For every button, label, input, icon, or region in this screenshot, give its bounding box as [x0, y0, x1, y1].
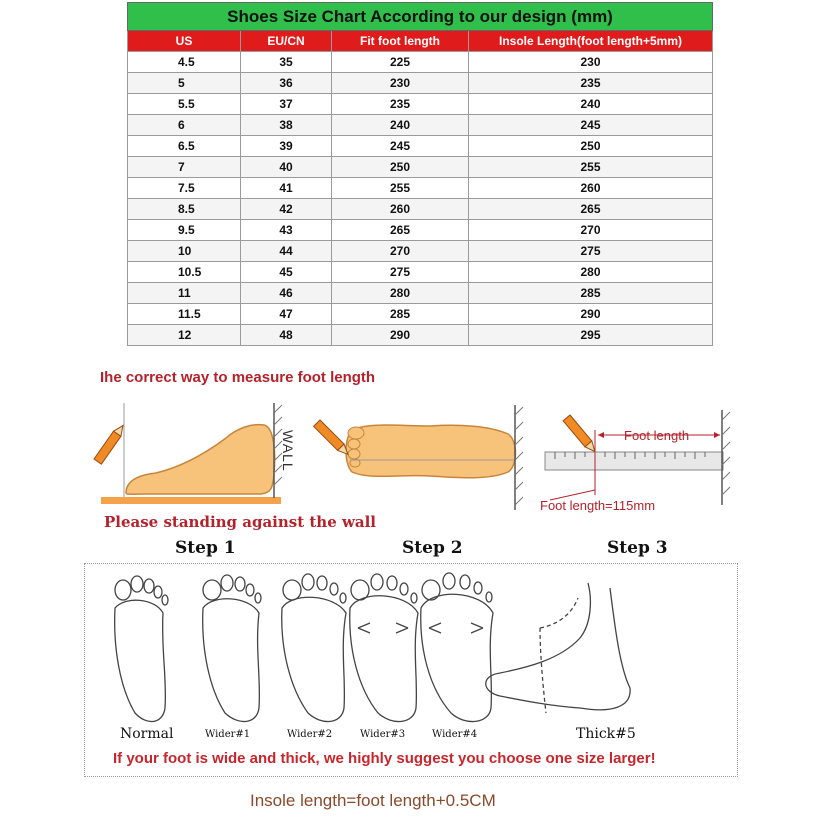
table-cell: 240 [332, 115, 469, 136]
table-cell: 290 [332, 325, 469, 346]
table-cell: 290 [469, 304, 713, 325]
table-cell: 6.5 [128, 136, 241, 157]
table-row [128, 115, 713, 136]
table-row [128, 325, 713, 346]
table-cell: 38 [241, 115, 332, 136]
table-cell: 35 [241, 52, 332, 73]
table-cell: 260 [469, 178, 713, 199]
measure-title: Ihe correct way to measure foot length [100, 369, 376, 386]
table-row [128, 94, 713, 115]
column-header: Insole Length(foot length+5mm) [469, 31, 713, 52]
table-cell: 11 [128, 283, 241, 304]
table-cell: 250 [332, 157, 469, 178]
table-cell: 42 [241, 199, 332, 220]
label-thick-5: Thick#5 [576, 726, 636, 742]
table-cell: 7.5 [128, 178, 241, 199]
side-foot-illustration [86, 393, 306, 513]
step-2-label: Step 2 [402, 538, 463, 558]
wall-hatching-2 [515, 407, 523, 505]
table-row [128, 283, 713, 304]
table-row [128, 136, 713, 157]
pencil-icon-2 [314, 420, 351, 457]
table-cell: 265 [469, 199, 713, 220]
table-cell: 7 [128, 157, 241, 178]
top-foot-shape [346, 425, 516, 478]
table-row [128, 199, 713, 220]
foot-outline-wider-2 [282, 574, 346, 722]
top-foot-illustration [310, 400, 535, 515]
label-wider-3: Wider#3 [360, 729, 406, 740]
table-cell: 235 [469, 73, 713, 94]
wall-caption: Please standing against the wall [104, 513, 377, 531]
ruler [545, 452, 723, 470]
table-cell: 230 [332, 73, 469, 94]
floor-bar [101, 497, 281, 504]
foot-length-value: Foot length=115mm [540, 498, 656, 513]
table-row [128, 157, 713, 178]
foot-types-illustration [95, 568, 735, 728]
pencil-icon-3 [563, 415, 598, 454]
foot-outline-normal [115, 576, 168, 722]
table-row [128, 178, 713, 199]
table-cell: 270 [332, 241, 469, 262]
table-cell: 230 [469, 52, 713, 73]
table-cell: 245 [469, 115, 713, 136]
size-suggestion: If your foot is wide and thick, we highly suggest you choose one size larger! [113, 750, 656, 767]
table-cell: 47 [241, 304, 332, 325]
foot-outline-wider-3 [350, 574, 418, 722]
table-cell: 275 [469, 241, 713, 262]
pencil-icon [94, 423, 127, 464]
table-cell: 44 [241, 241, 332, 262]
table-title: Shoes Size Chart According to our design (mm) [128, 3, 713, 31]
table-row [128, 241, 713, 262]
table-cell: 245 [332, 136, 469, 157]
table-row [128, 262, 713, 283]
table-cell: 265 [332, 220, 469, 241]
table-cell: 12 [128, 325, 241, 346]
table-cell: 48 [241, 325, 332, 346]
table-row [128, 73, 713, 94]
size-chart-table [127, 2, 713, 346]
step-1-label: Step 1 [175, 538, 236, 558]
foot-outline-thick-5 [486, 583, 630, 713]
table-cell: 36 [241, 73, 332, 94]
table-cell: 260 [332, 199, 469, 220]
table-cell: 39 [241, 136, 332, 157]
table-cell: 37 [241, 94, 332, 115]
table-cell: 10 [128, 241, 241, 262]
table-cell: 280 [332, 283, 469, 304]
table-cell: 6 [128, 115, 241, 136]
label-normal: Normal [120, 726, 174, 742]
step-3-label: Step 3 [607, 538, 668, 558]
label-wider-1: Wider#1 [205, 729, 251, 740]
table-cell: 5.5 [128, 94, 241, 115]
table-cell: 45 [241, 262, 332, 283]
table-cell: 255 [332, 178, 469, 199]
table-cell: 250 [469, 136, 713, 157]
label-wider-2: Wider#2 [287, 729, 333, 740]
wall-label: WALL [280, 430, 296, 472]
ruler-illustration [540, 405, 735, 510]
table-row [128, 52, 713, 73]
table-cell: 270 [469, 220, 713, 241]
foot-outline-wider-1 [203, 575, 261, 722]
table-cell: 285 [332, 304, 469, 325]
foot-outline-wider-4 [421, 573, 493, 722]
table-cell: 43 [241, 220, 332, 241]
side-foot-shape [126, 425, 275, 495]
table-cell: 8.5 [128, 199, 241, 220]
table-cell: 275 [332, 262, 469, 283]
table-row [128, 304, 713, 325]
table-cell: 285 [469, 283, 713, 304]
table-row [128, 220, 713, 241]
table-cell: 11.5 [128, 304, 241, 325]
column-header: Fit foot length [332, 31, 469, 52]
table-cell: 255 [469, 157, 713, 178]
table-cell: 280 [469, 262, 713, 283]
table-cell: 235 [332, 94, 469, 115]
table-cell: 41 [241, 178, 332, 199]
table-cell: 4.5 [128, 52, 241, 73]
table-cell: 240 [469, 94, 713, 115]
label-wider-4: Wider#4 [432, 729, 478, 740]
table-cell: 9.5 [128, 220, 241, 241]
column-header: US [128, 31, 241, 52]
foot-length-label: Foot length [624, 428, 690, 443]
table-cell: 225 [332, 52, 469, 73]
insole-formula: Insole length=foot length+0.5CM [250, 791, 496, 810]
table-cell: 295 [469, 325, 713, 346]
table-cell: 10.5 [128, 262, 241, 283]
column-header: EU/CN [241, 31, 332, 52]
table-cell: 5 [128, 73, 241, 94]
table-cell: 46 [241, 283, 332, 304]
table-cell: 40 [241, 157, 332, 178]
